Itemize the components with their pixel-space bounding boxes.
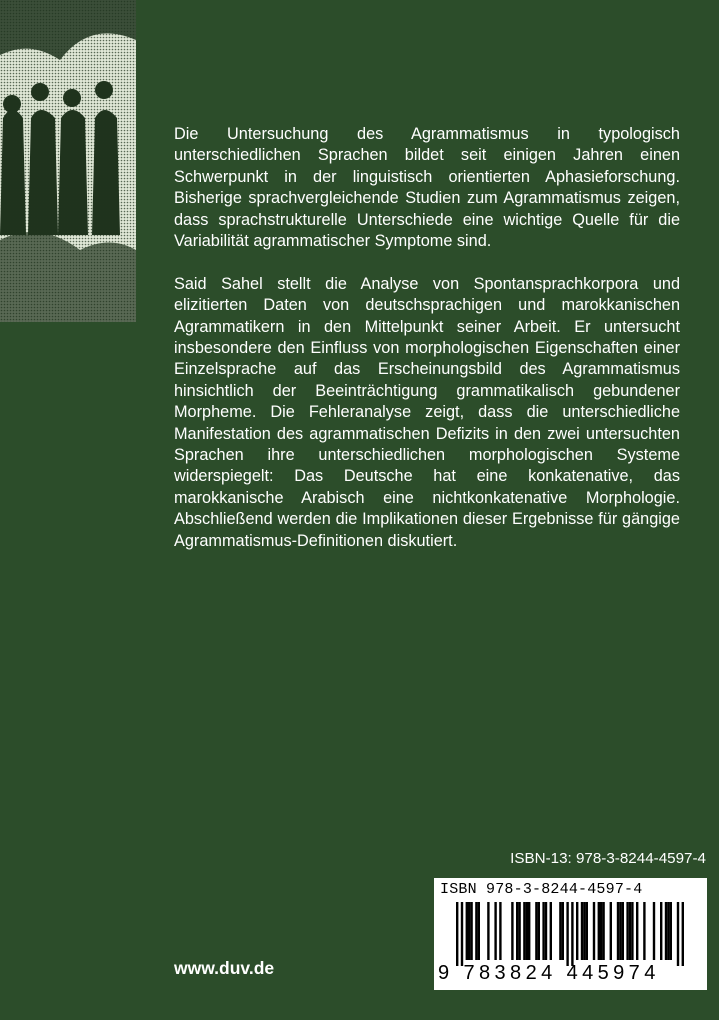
cover-photo [0,0,136,322]
description-text [174,124,680,552]
description-paragraph-2: Said Sahel stellt die Analyse von Spontansprachkorpora und elizitierten Daten von deutschsprachigen und marokkanischen Agrammatikern in den Mittelpunkt seiner Arbeit. Er untersucht insbesondere den Einfluss von morphologischen Eigenschaften einer Einzelsprache auf das Erscheinungsbild des Agrammatismus hinsichtlich der Beeinträchtigung grammatikalisch gebundener Morpheme. Die Fehleranalyse zeigt, dass die unterschiedliche Manifestation des agrammatischen Defizits in den zwei untersuchten Sprachen ihre unterschiedlichen morphologischen Systeme widerspiegelt: Das Deutsche hat eine konkatenative, das marokkanische Arabisch eine nichtkonkatenative Morphologie. Abschließend werden die Implikationen dieser Ergebnisse für gängige Agrammatismus-Definitionen diskutiert. [174,274,680,550]
barcode [434,878,707,990]
website-link[interactable]: www.duv.de [174,958,275,978]
barcode-isbn-text: ISBN 978-3-8244-4597-4 [440,881,643,898]
halftone-photo-people-walking-icon [0,0,136,322]
description-paragraph-1: Die Untersuchung des Agrammatismus in typologisch unterschiedlichen Sprachen bildet seit einigen Jahren einen Schwerpunkt in der linguistisch orientierten Aphasieforschung. Bisherige sprachvergleichende Studien zum Agrammatismus zeigen, dass sprachstrukturelle Unterschiede eine wichtige Quelle für die Variabilität agrammatischer Symptome sind. [174,125,680,251]
barcode-digits: 9 783824 445974 [438,962,660,984]
isbn-label: ISBN-13: 978-3-8244-4597-4 [510,850,706,867]
